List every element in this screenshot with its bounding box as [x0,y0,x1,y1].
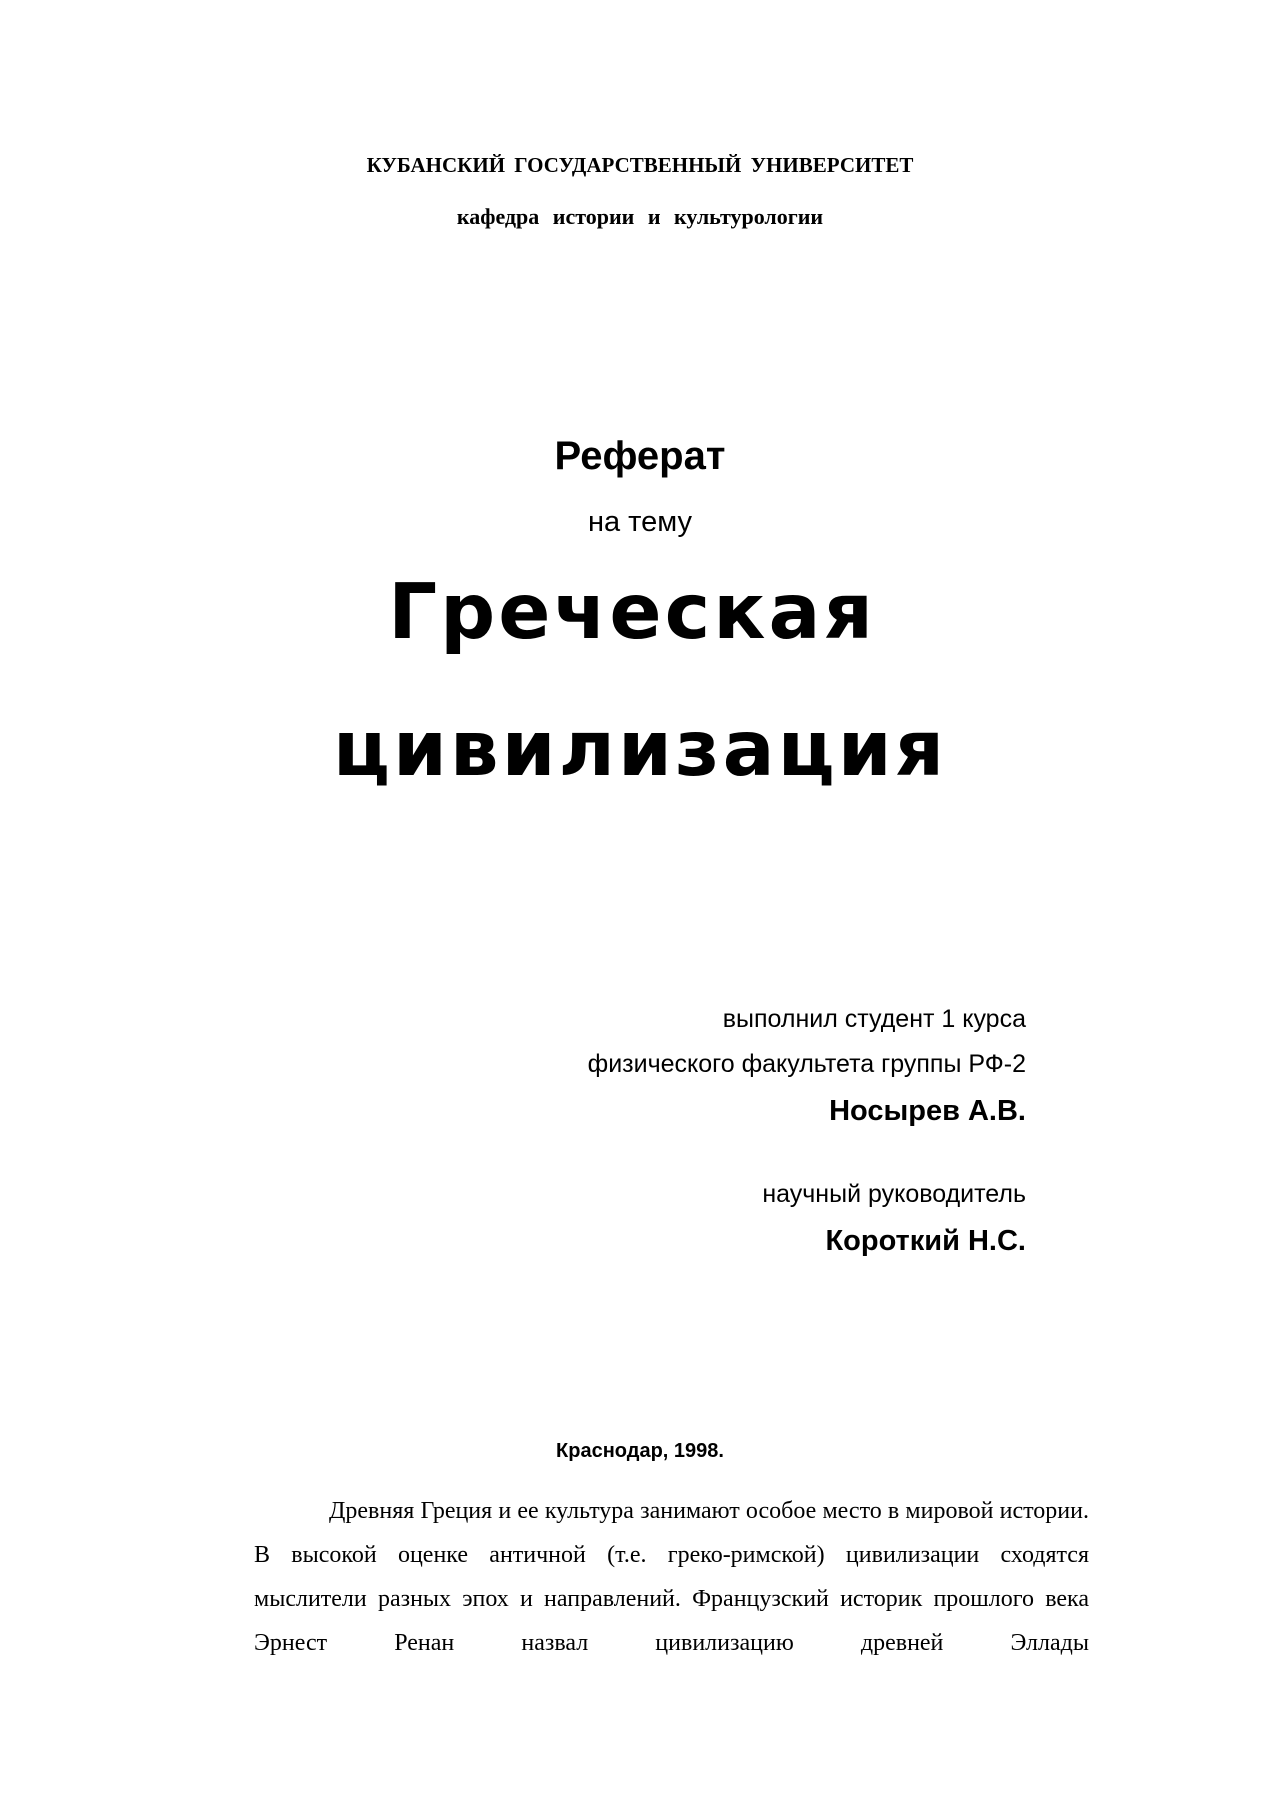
document-type: Реферат [554,434,726,478]
author-course-line: выполнил студент 1 курса [722,1005,1026,1033]
author-faculty-line: физического факультета группы РФ-2 [587,1050,1026,1078]
body-paragraph: Древняя Греция и ее культура занимают особое место в мировой истории. В высокой оценке античной (т.е. греко-римской) цивилизации сходятся мыслители разных эпох и направлений. Французский историк прошлого века Эрнест Ренан назвал цивилизацию древней Эллады [254,1498,1089,1656]
title-line-1: Греческая [388,568,876,657]
supervisor-label: научный руководитель [762,1180,1026,1208]
department-name: кафедра истории и культурологии [456,204,824,229]
university-name: КУБАНСКИЙ ГОСУДАРСТВЕННЫЙ УНИВЕРСИТЕТ [366,153,914,177]
supervisor-name: Короткий Н.С. [825,1225,1026,1257]
author-name: Носырев А.В. [829,1095,1026,1127]
city-year: Краснодар, 1998. [556,1440,724,1462]
subject-prefix: на тему [587,506,693,538]
title-line-2: цивилизация [332,705,948,794]
